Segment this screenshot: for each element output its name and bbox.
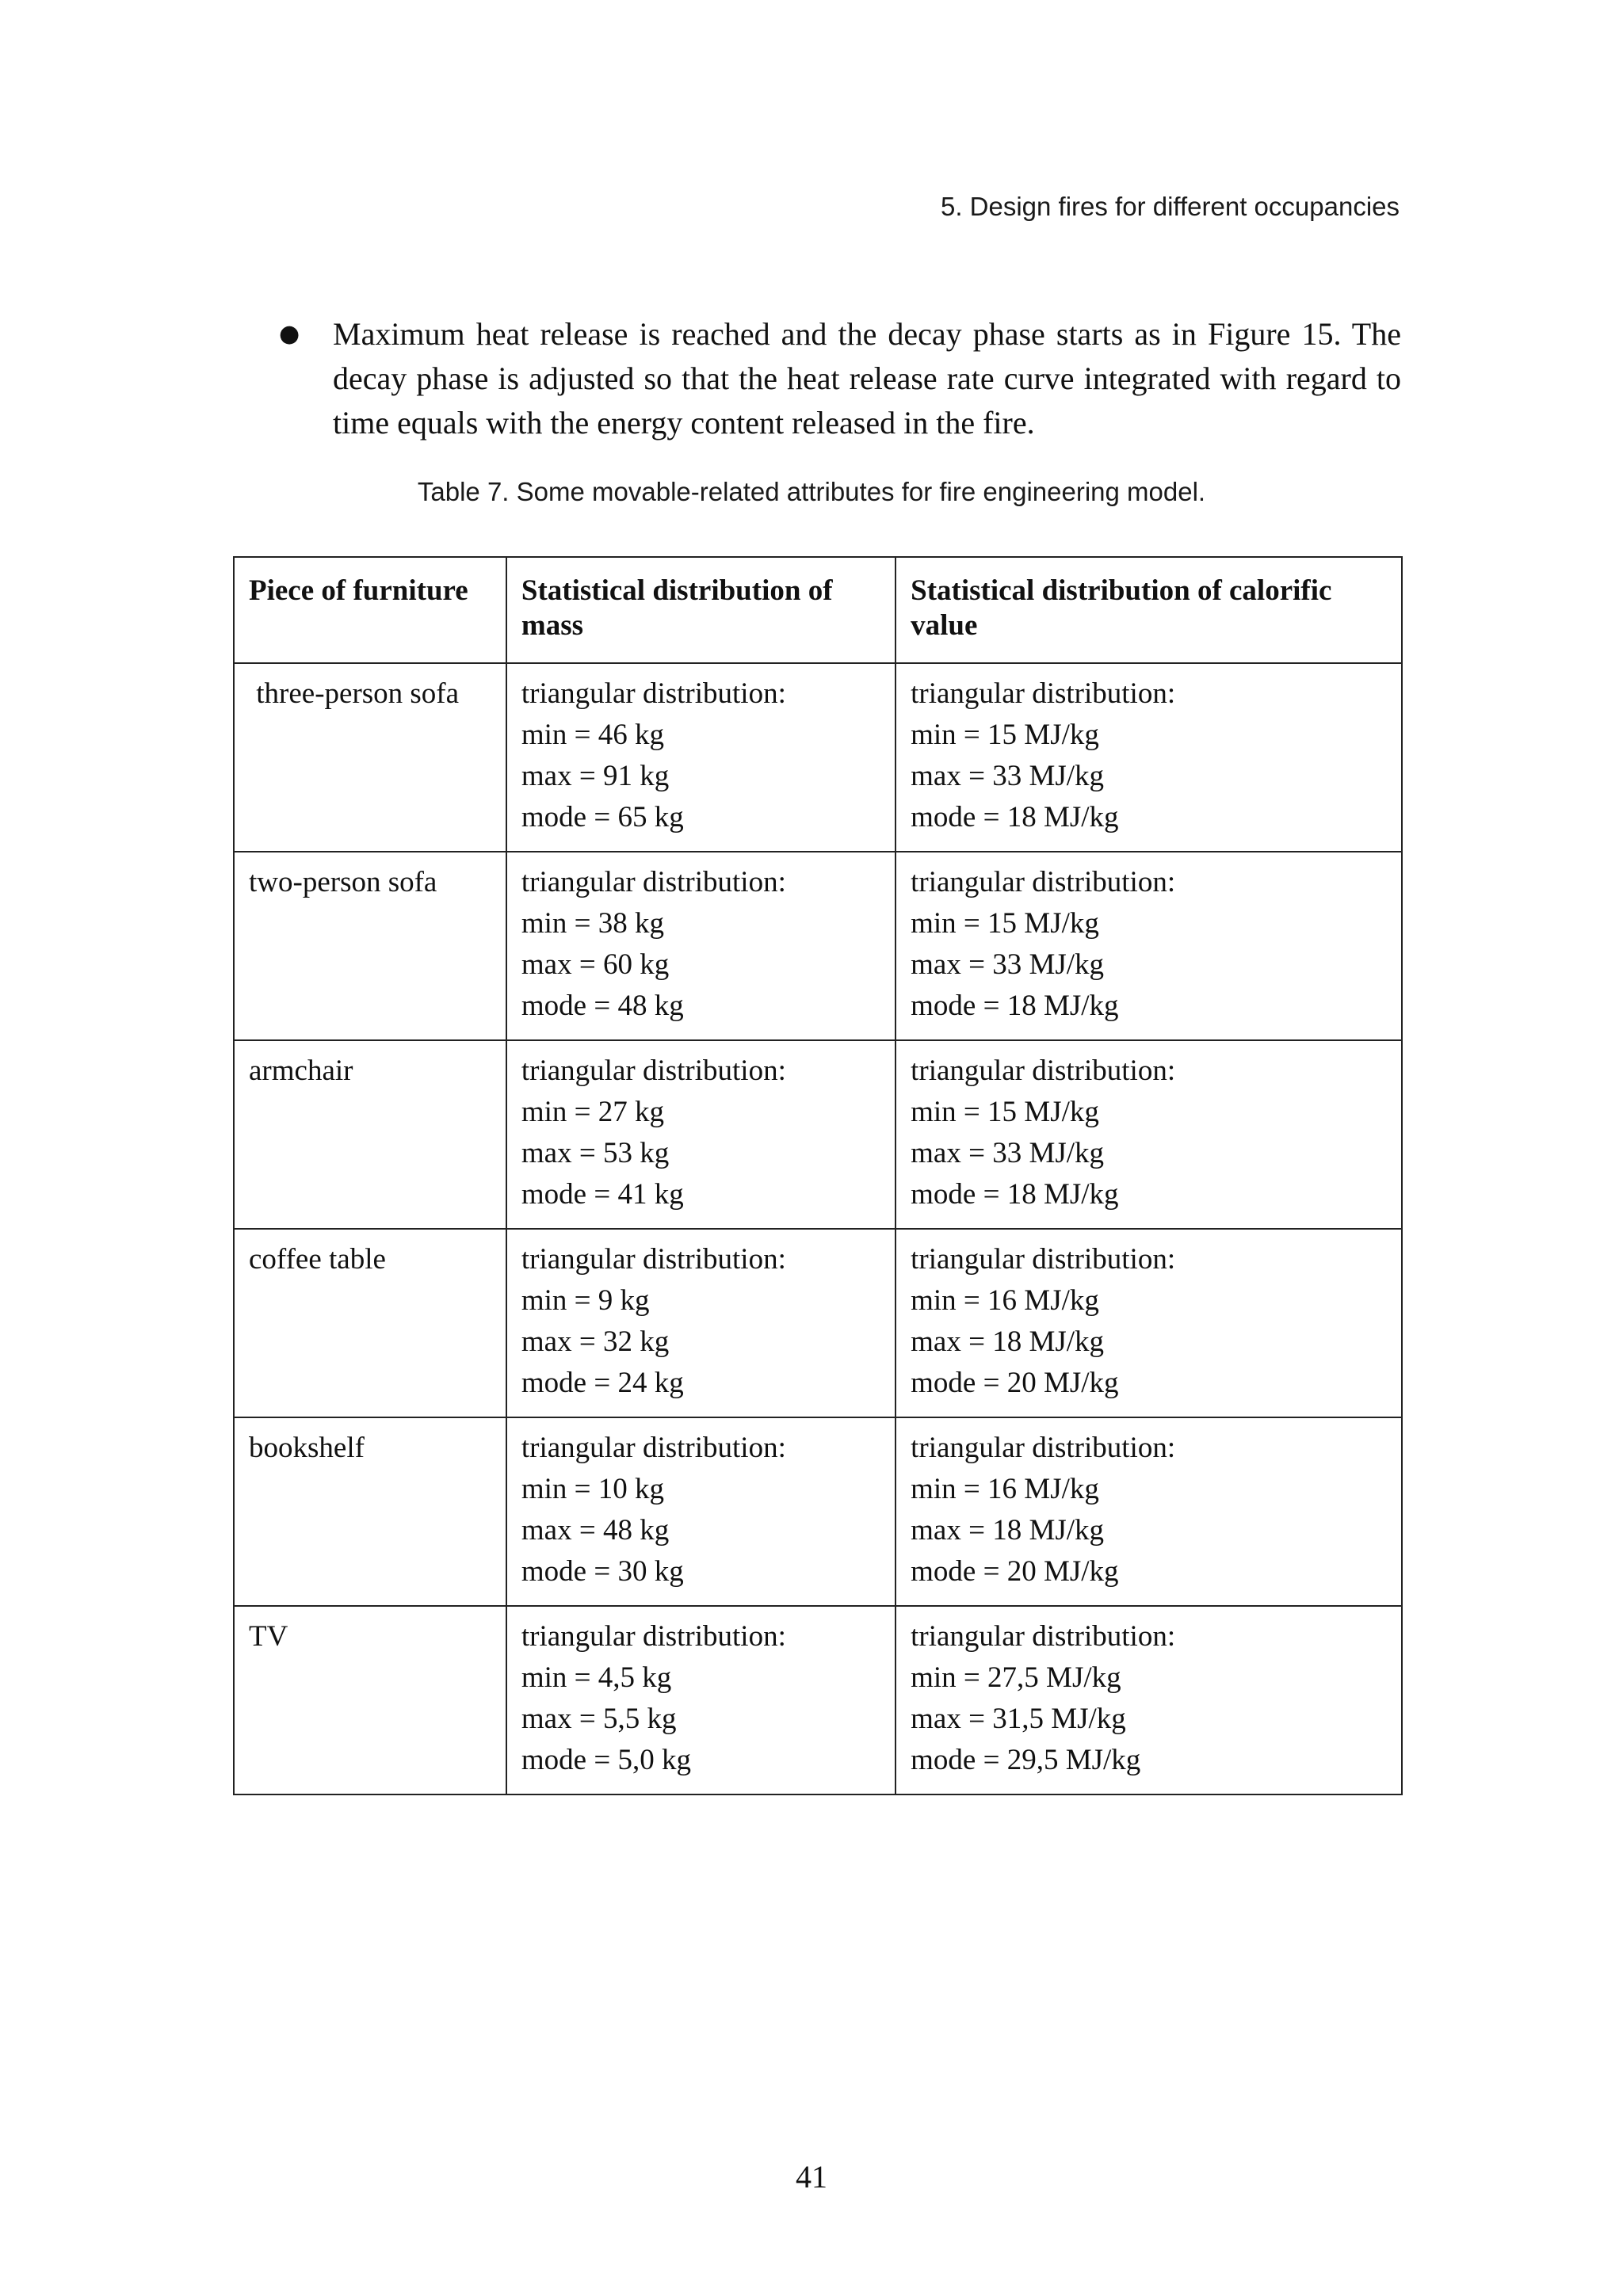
mass-line: min = 38 kg bbox=[521, 907, 665, 940]
calorific-line: mode = 18 MJ/kg bbox=[911, 801, 1119, 833]
calorific-cell bbox=[896, 1606, 1402, 1794]
page-number: 41 bbox=[796, 2159, 827, 2195]
mass-line: max = 60 kg bbox=[521, 948, 670, 981]
calorific-cell bbox=[896, 1229, 1402, 1417]
calorific-line: max = 18 MJ/kg bbox=[911, 1325, 1105, 1358]
table-row bbox=[234, 1417, 1402, 1606]
bullet-dot-icon: ● bbox=[279, 320, 300, 348]
mass-line: mode = 30 kg bbox=[521, 1555, 684, 1588]
calorific-line: mode = 18 MJ/kg bbox=[911, 990, 1119, 1022]
mass-line: triangular distribution: bbox=[521, 1432, 786, 1464]
mass-line: triangular distribution: bbox=[521, 1055, 786, 1087]
calorific-line: max = 33 MJ/kg bbox=[911, 948, 1105, 981]
table-row bbox=[234, 852, 1402, 1040]
calorific-cell bbox=[896, 663, 1402, 852]
column-header-mass: Statistical distribution of mass bbox=[506, 557, 896, 663]
mass-line: triangular distribution: bbox=[521, 1620, 786, 1653]
calorific-line: max = 18 MJ/kg bbox=[911, 1514, 1105, 1547]
furniture-cell: two-person sofa bbox=[234, 852, 506, 1040]
furniture-cell: three-person sofa bbox=[234, 663, 506, 852]
table-caption-text: Table 7. Some movable-related attributes for fire engineering model. bbox=[417, 477, 1206, 506]
mass-cell bbox=[506, 1229, 896, 1417]
calorific-line: mode = 20 MJ/kg bbox=[911, 1367, 1119, 1399]
calorific-cell bbox=[896, 852, 1402, 1040]
bullet-paragraph bbox=[279, 312, 1401, 445]
mass-line: mode = 41 kg bbox=[521, 1178, 684, 1211]
mass-line: triangular distribution: bbox=[521, 1243, 786, 1276]
mass-cell bbox=[506, 663, 896, 852]
mass-cell bbox=[506, 1606, 896, 1794]
calorific-cell bbox=[896, 1040, 1402, 1229]
calorific-line: triangular distribution: bbox=[911, 1620, 1176, 1653]
mass-cell bbox=[506, 1040, 896, 1229]
mass-line: mode = 24 kg bbox=[521, 1367, 684, 1399]
table-row bbox=[234, 1229, 1402, 1417]
mass-line: triangular distribution: bbox=[521, 677, 786, 710]
column-header-calorific: Statistical distribution of calorific value bbox=[896, 557, 1402, 663]
furniture-cell: TV bbox=[234, 1606, 506, 1794]
mass-line: min = 10 kg bbox=[521, 1473, 665, 1505]
mass-line: min = 46 kg bbox=[521, 719, 665, 751]
calorific-line: max = 33 MJ/kg bbox=[911, 760, 1105, 792]
furniture-cell: coffee table bbox=[234, 1229, 506, 1417]
bullet-text: Maximum heat release is reached and the decay phase starts as in Figure 15. The decay phase is adjusted so that the heat release rate curve integrated with regard to time equals with the energy content released in the fire. bbox=[333, 316, 1401, 441]
calorific-line: max = 33 MJ/kg bbox=[911, 1137, 1105, 1169]
mass-line: min = 9 kg bbox=[521, 1284, 650, 1317]
calorific-line: triangular distribution: bbox=[911, 866, 1176, 898]
mass-line: triangular distribution: bbox=[521, 866, 786, 898]
calorific-line: max = 31,5 MJ/kg bbox=[911, 1703, 1126, 1735]
mass-line: mode = 65 kg bbox=[521, 801, 684, 833]
mass-line: min = 4,5 kg bbox=[521, 1661, 672, 1694]
furniture-cell: bookshelf bbox=[234, 1417, 506, 1606]
calorific-line: min = 15 MJ/kg bbox=[911, 1096, 1099, 1128]
calorific-line: mode = 20 MJ/kg bbox=[911, 1555, 1119, 1588]
mass-line: max = 48 kg bbox=[521, 1514, 670, 1547]
table-row bbox=[234, 663, 1402, 852]
calorific-line: triangular distribution: bbox=[911, 1243, 1176, 1276]
calorific-line: min = 15 MJ/kg bbox=[911, 907, 1099, 940]
mass-line: max = 32 kg bbox=[521, 1325, 670, 1358]
column-header-furniture: Piece of furniture bbox=[234, 557, 506, 663]
calorific-line: mode = 18 MJ/kg bbox=[911, 1178, 1119, 1211]
table-caption bbox=[0, 477, 1623, 507]
furniture-table bbox=[233, 556, 1403, 1795]
table-row bbox=[234, 1040, 1402, 1229]
table-header-row bbox=[234, 557, 1402, 663]
calorific-line: mode = 29,5 MJ/kg bbox=[911, 1744, 1141, 1776]
calorific-line: triangular distribution: bbox=[911, 1432, 1176, 1464]
furniture-cell: armchair bbox=[234, 1040, 506, 1229]
mass-cell bbox=[506, 852, 896, 1040]
mass-line: max = 5,5 kg bbox=[521, 1703, 677, 1735]
mass-line: max = 91 kg bbox=[521, 760, 670, 792]
mass-line: max = 53 kg bbox=[521, 1137, 670, 1169]
calorific-line: min = 15 MJ/kg bbox=[911, 719, 1099, 751]
mass-cell bbox=[506, 1417, 896, 1606]
running-header: 5. Design fires for different occupancies bbox=[940, 192, 1400, 221]
calorific-line: min = 16 MJ/kg bbox=[911, 1473, 1099, 1505]
mass-line: mode = 48 kg bbox=[521, 990, 684, 1022]
calorific-line: min = 16 MJ/kg bbox=[911, 1284, 1099, 1317]
calorific-line: triangular distribution: bbox=[911, 1055, 1176, 1087]
calorific-cell bbox=[896, 1417, 1402, 1606]
mass-line: min = 27 kg bbox=[521, 1096, 665, 1128]
mass-line: mode = 5,0 kg bbox=[521, 1744, 691, 1776]
calorific-line: triangular distribution: bbox=[911, 677, 1176, 710]
table-row bbox=[234, 1606, 1402, 1794]
calorific-line: min = 27,5 MJ/kg bbox=[911, 1661, 1121, 1694]
